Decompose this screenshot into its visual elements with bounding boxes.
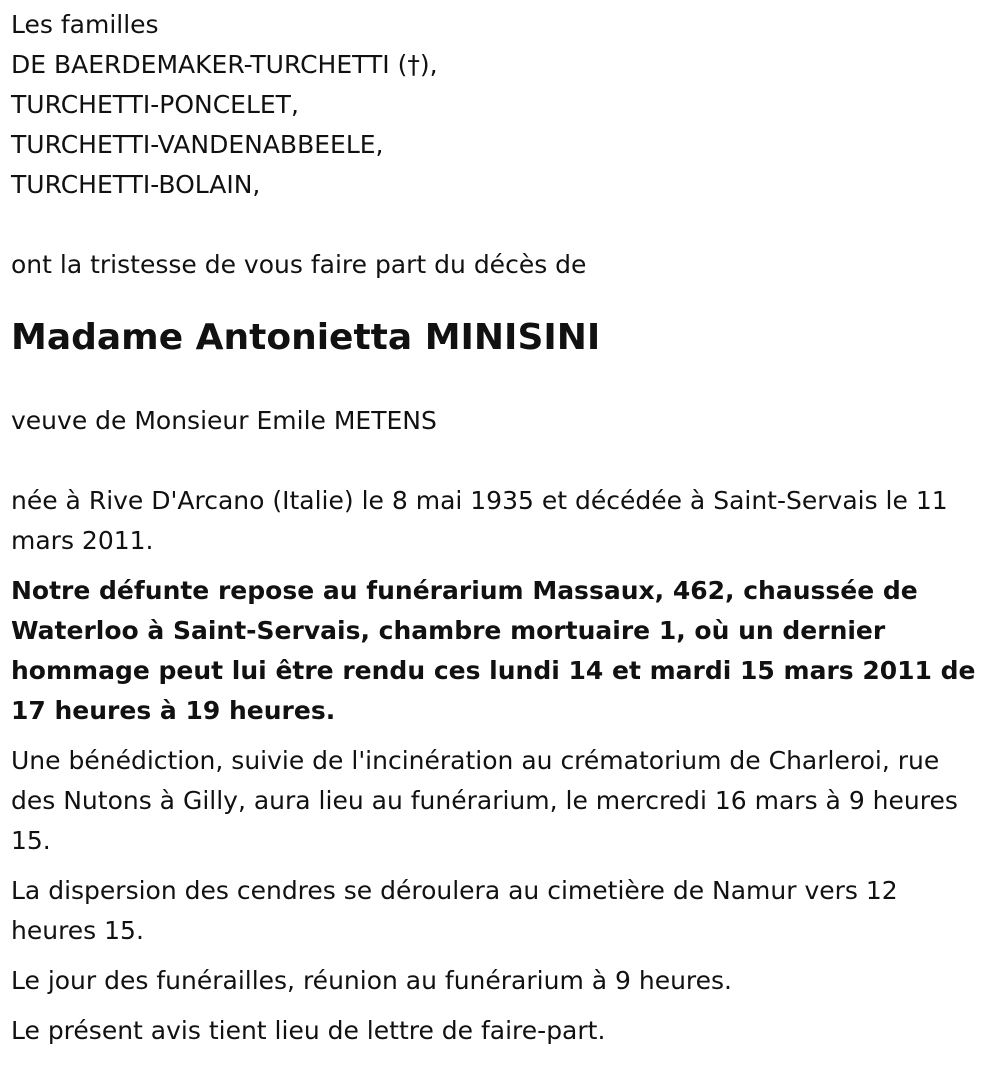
announcement-intro: ont la tristesse de vous faire part du décès de: [11, 250, 587, 279]
ceremony-paragraph: Une bénédiction, suivie de l'incinération au crématorium de Charleroi, rue des Nutons à Gilly, aura lieu au funérarium, le mercredi 16 mars à 9 heures 15.: [11, 746, 958, 855]
family-line: TURCHETTI-PONCELET,: [11, 90, 299, 119]
families-block: [11, 0, 990, 205]
family-line: TURCHETTI-VANDENABBEELE,: [11, 130, 384, 159]
deceased-name: Madame Antonietta MINISINI: [11, 317, 601, 358]
family-line: TURCHETTI-BOLAIN,: [11, 170, 261, 199]
visitation-paragraph: Notre défunte repose au funérarium Massaux, 462, chaussée de Waterloo à Saint-Servais, chambre mortuaire 1, où un dernier hommage peut lui être rendu ces lundi 14 et mardi 15 mars 2011 de 17 heures à 19 heures.: [11, 576, 976, 725]
families-heading: Les familles: [11, 10, 159, 39]
funeral-meeting-paragraph: Le jour des funérailles, réunion au funérarium à 9 heures.: [11, 966, 733, 995]
birth-death-info: née à Rive D'Arcano (Italie) le 8 mai 1935 et décédée à Saint-Servais le 11 mars 2011.: [11, 486, 948, 555]
ashes-paragraph: La dispersion des cendres se déroulera au cimetière de Namur vers 12 heures 15.: [11, 876, 898, 945]
widow-of: veuve de Monsieur Emile METENS: [11, 406, 437, 435]
family-line: DE BAERDEMAKER-TURCHETTI (†),: [11, 50, 438, 79]
notice-paragraph: Le présent avis tient lieu de lettre de faire-part.: [11, 1016, 606, 1045]
